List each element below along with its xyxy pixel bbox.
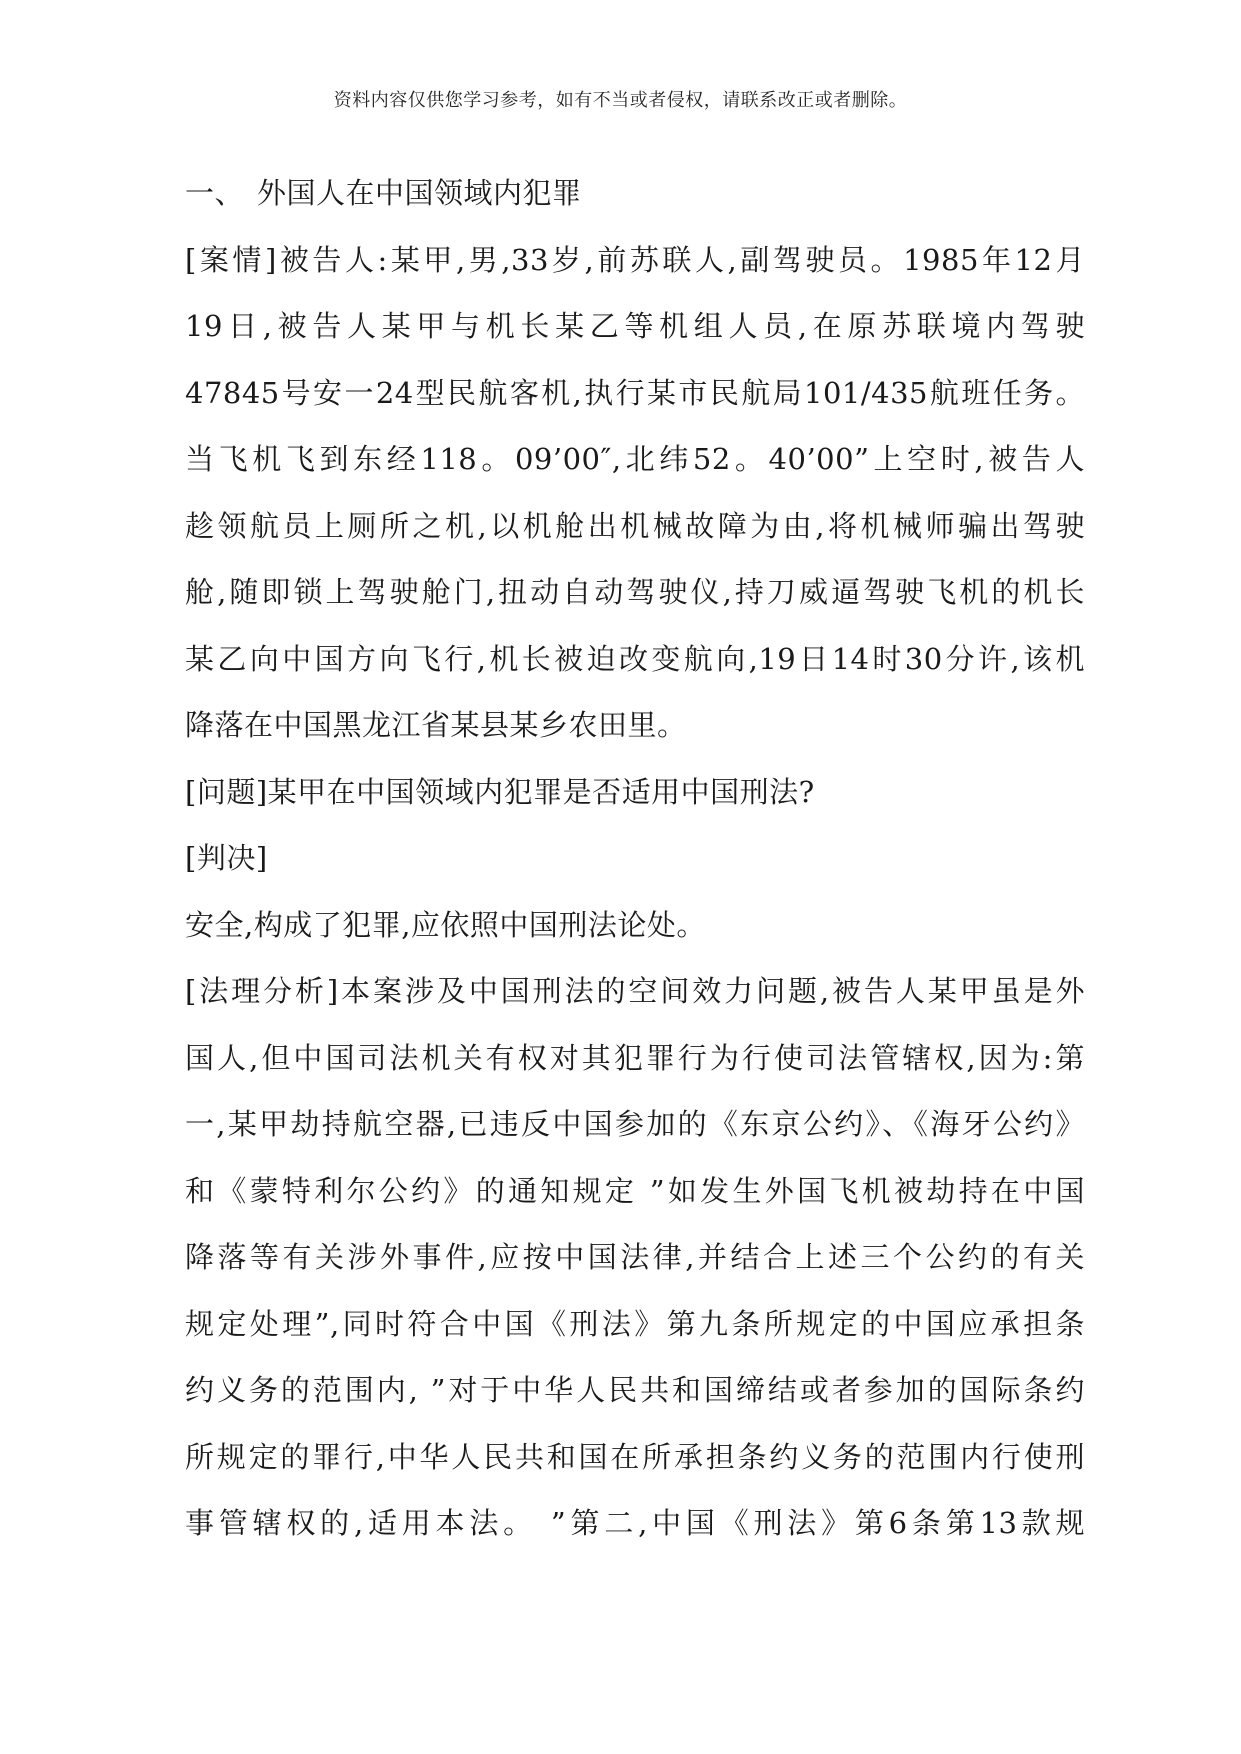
text-line: 事管辖权的,适用本法。 ”第二,中国《刑法》第6条第13款规: [185, 1506, 1085, 1540]
text-line: 降落等有关涉外事件,应按中国法律,并结合上述三个公约的有关: [185, 1240, 1085, 1274]
text-line: [问题]某甲在中国领域内犯罪是否适用中国刑法?: [185, 774, 815, 809]
document-body: [185, 160, 1085, 1557]
section-title: 外国人在中国领域内犯罪: [257, 176, 582, 210]
text-line: [法理分析]本案涉及中国刑法的空间效力问题,被告人某甲虽是外: [185, 974, 1085, 1008]
header-disclaimer: 资料内容仅供您学习参考，如有不当或者侵权，请联系改正或者删除。: [333, 90, 908, 111]
text-line: 47845号安一24型民航客机,执行某市民航局101/435航班任务。: [185, 375, 1085, 410]
section-heading: [185, 160, 1085, 227]
text-line: 当飞机飞到东经118。09’00″,北纬52。40’00”上空时,被告人: [185, 442, 1085, 476]
text-line: [案情]被告人:某甲,男,33岁,前苏联人,副驾驶员。1985年12月: [185, 242, 1085, 277]
text-line: 安全,构成了犯罪,应依照中国刑法论处。: [185, 907, 706, 942]
text-line: 和《蒙特利尔公约》的通知规定 ”如发生外国飞机被劫持在中国: [185, 1173, 1085, 1208]
text-line: 规定处理”,同时符合中国《刑法》第九条所规定的中国应承担条: [185, 1306, 1085, 1341]
text-line: 某乙向中国方向飞行,机长被迫改变航向,19日14时30分许,该机: [185, 641, 1085, 676]
text-line: 舱,随即锁上驾驶舱门,扭动自动驾驶仪,持刀威逼驾驶飞机的机长: [185, 575, 1085, 609]
text-line: 19日,被告人某甲与机长某乙等机组人员,在原苏联境内驾驶: [185, 309, 1085, 343]
text-line: 一,某甲劫持航空器,已违反中国参加的《东京公约》、《海牙公约》: [185, 1107, 1085, 1141]
text-line: 降落在中国黑龙江省某县某乡农田里。: [185, 708, 687, 742]
section-number: 一、: [185, 176, 245, 210]
text-line: 趁领航员上厕所之机,以机舱出机械故障为由,将机械师骗出驾驶: [185, 508, 1085, 543]
text-line: 国人,但中国司法机关有权对其犯罪行为行使司法管辖权,因为:第: [185, 1040, 1085, 1075]
paragraph-lines: [185, 227, 1085, 1557]
text-line: [判决]: [185, 841, 268, 875]
text-line: 约义务的范围内, ”对于中华人民共和国缔结或者参加的国际条约: [185, 1373, 1085, 1407]
text-line: 所规定的罪行,中华人民共和国在所承担条约义务的范围内行使刑: [185, 1439, 1085, 1474]
